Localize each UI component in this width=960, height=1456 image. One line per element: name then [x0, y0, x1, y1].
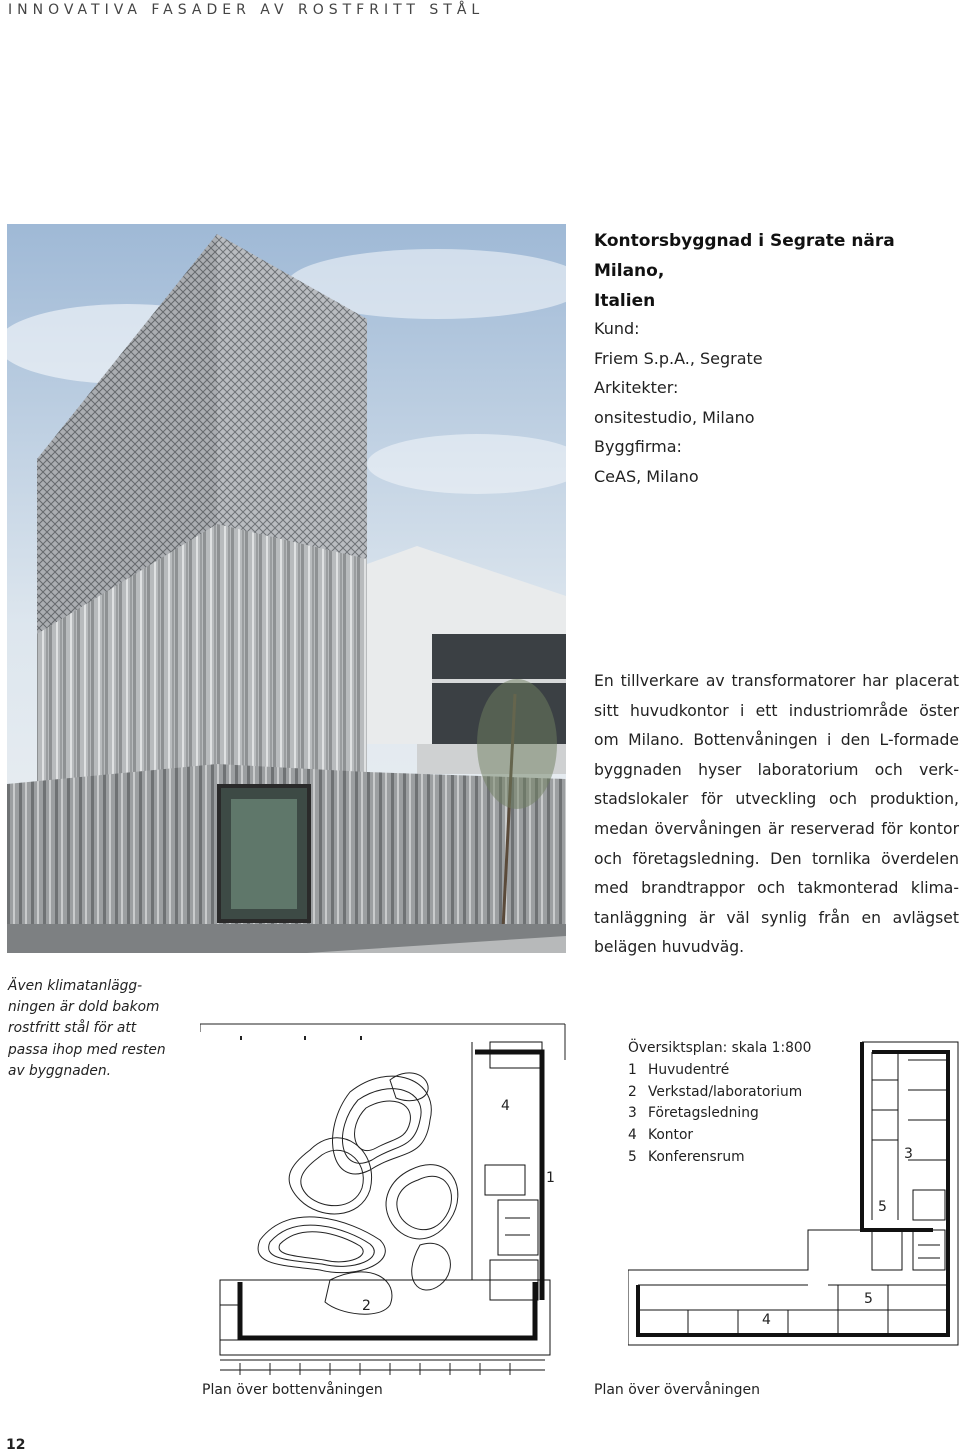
legend-label: Företagsledning: [648, 1105, 759, 1122]
body-line: medan övervåningen är reserverad för kontor: [594, 819, 959, 838]
credit-line: onsitestudio, Milano: [594, 407, 755, 427]
body-line: En tillverkare av transformatorer har placerat: [594, 672, 959, 690]
project-title-line: Italien: [594, 291, 656, 311]
project-credits: [594, 314, 763, 491]
credit-line: Kund:: [594, 319, 640, 338]
body-line: stadslokaler för utveckling och produktion,: [594, 790, 959, 809]
legend-title: Översiktsplan: skala 1:800: [628, 1040, 812, 1056]
credit-line: Byggfirma:: [594, 437, 682, 456]
project-title-line: Kontorsbyggnad i Segrate nära Milano,: [594, 231, 895, 281]
page-number: 12: [6, 1437, 26, 1453]
body-line: belägen huvudväg.: [594, 938, 745, 957]
project-title: [594, 226, 944, 316]
upper-floor-plan: [628, 1040, 960, 1355]
body-line: sitt huvudkontor i ett industriområde öster: [594, 701, 959, 720]
ground-plan-label: Plan över bottenvåningen: [202, 1382, 383, 1398]
plan-mark: 3: [904, 1146, 913, 1162]
caption-line: ningen är dold bakom: [8, 999, 160, 1016]
body-line: om Milano. Bottenvåningen i den L-formade: [594, 731, 959, 750]
legend-num: 3: [628, 1105, 637, 1122]
caption-line: passa ihop med resten: [8, 1041, 166, 1058]
photo-caption: [8, 976, 168, 1082]
legend-label: Huvudentré: [648, 1061, 730, 1078]
plan-mark: 1: [546, 1170, 555, 1186]
caption-line: Även klimatanlägg-: [8, 978, 143, 994]
running-header: INNOVATIVA FASADER AV ROSTFRITT STÅL: [8, 2, 485, 18]
upper-plan-label: Plan över övervåningen: [594, 1382, 760, 1398]
ground-floor-plan: [200, 1020, 570, 1382]
body-paragraph: [594, 667, 959, 963]
caption-line: av byggnaden.: [8, 1062, 112, 1079]
legend-label: Kontor: [648, 1127, 694, 1144]
body-line: tanläggning är väl synlig från en avlägset: [594, 908, 959, 927]
credit-line: Friem S.p.A., Segrate: [594, 348, 763, 368]
legend-label: Verkstad/laboratorium: [648, 1083, 803, 1100]
plan-mark: 5: [878, 1199, 887, 1215]
plan-mark: 4: [501, 1098, 510, 1114]
body-line: byggnaden hyser laboratorium och verk-: [594, 760, 959, 779]
plan-mark: 4: [762, 1312, 771, 1328]
building-photo: [7, 224, 566, 953]
legend-num: 2: [628, 1083, 637, 1100]
legend-label: Konferensrum: [648, 1148, 745, 1165]
legend-num: 5: [628, 1148, 637, 1165]
legend-num: 1: [628, 1061, 637, 1078]
body-line: med brandtrappor och takmonterad klima-: [594, 879, 959, 898]
body-line: och företagsledning. Den tornlika överdelen: [594, 849, 959, 868]
plan-mark: 2: [362, 1298, 371, 1314]
credit-line: CeAS, Milano: [594, 466, 699, 486]
caption-line: rostfritt stål för att: [8, 1020, 137, 1037]
plan-mark: 5: [864, 1291, 873, 1307]
credit-line: Arkitekter:: [594, 378, 679, 397]
legend-num: 4: [628, 1127, 637, 1144]
